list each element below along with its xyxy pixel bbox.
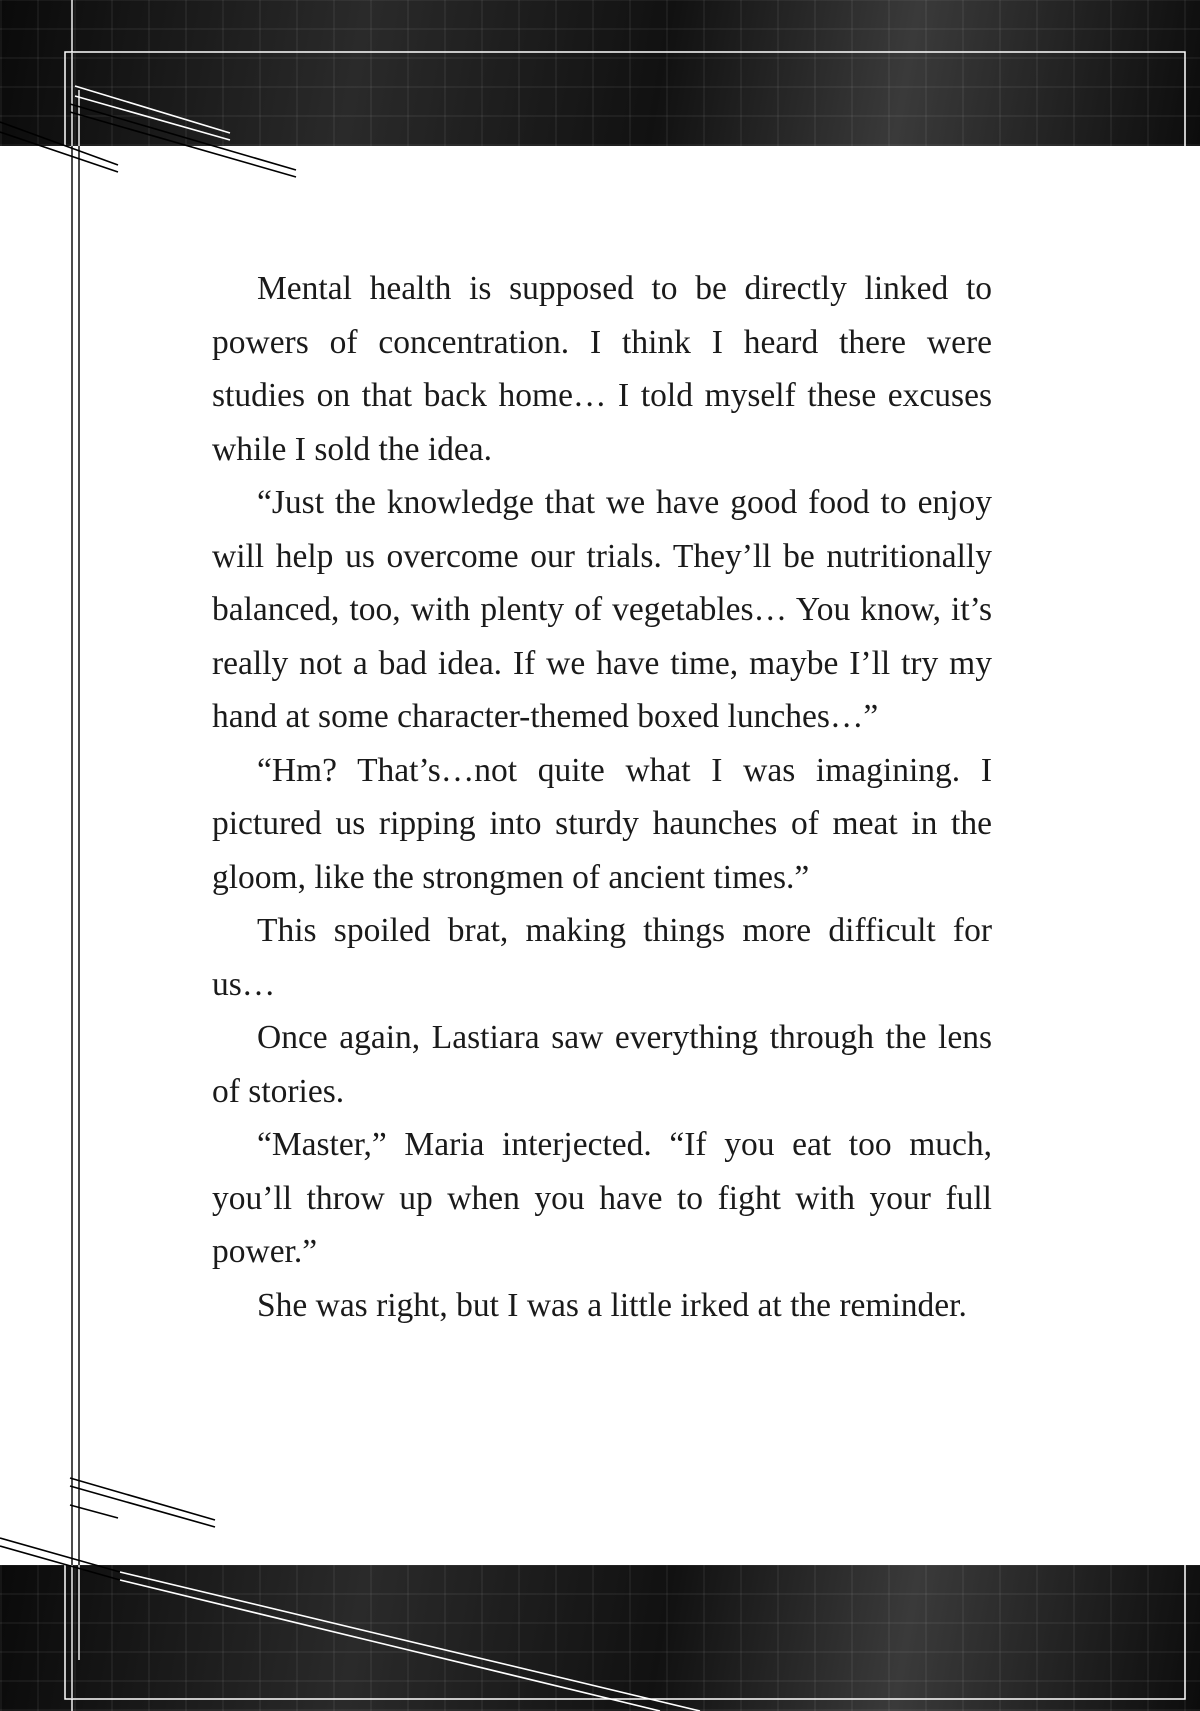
paragraph: “Master,” Maria interjected. “If you eat too much, you’ll throw up when you have to fight with your full power.” bbox=[212, 1126, 992, 1270]
paragraph: This spoiled brat, making things more difficult for us… bbox=[212, 912, 992, 1003]
page-body-text bbox=[212, 262, 992, 1332]
paragraph: Mental health is supposed to be directly linked to powers of concentration. I think I heard there were studies on that back home… I told myself these excuses while I sold the idea. bbox=[212, 270, 992, 468]
paragraph: “Just the knowledge that we have good food to enjoy will help us overcome our trials. They’ll be nutritionally balanced, too, with plenty of vegetables… You know, it’s really not a bad idea. If we have time, maybe I’ll try my hand at some character-themed boxed lunches…” bbox=[212, 484, 992, 735]
paragraph: “Hm? That’s…not quite what I was imagining. I pictured us ripping into sturdy haunches of meat in the gloom, like the strongmen of ancient times.” bbox=[212, 751, 992, 896]
paragraph: Once again, Lastiara saw everything through the lens of stories. bbox=[212, 1019, 992, 1110]
bottom-decorative-band bbox=[0, 1565, 1200, 1711]
paragraph: She was right, but I was a little irked at the reminder. bbox=[257, 1286, 967, 1324]
top-decorative-band bbox=[0, 0, 1200, 146]
